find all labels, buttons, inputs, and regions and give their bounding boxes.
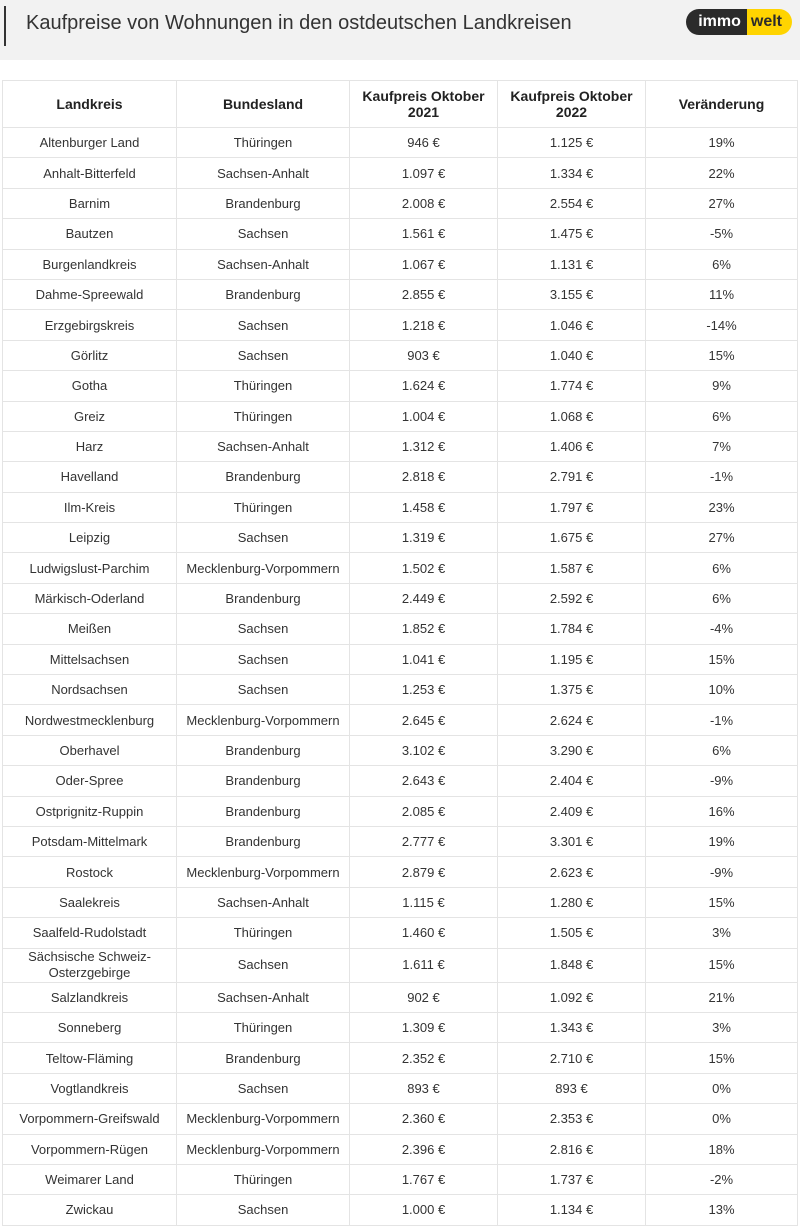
landkreis-cell: Meißen bbox=[3, 614, 177, 644]
veraenderung-cell: 15% bbox=[646, 644, 798, 674]
landkreis-cell: Vorpommern-Greifswald bbox=[3, 1104, 177, 1134]
bundesland-cell: Brandenburg bbox=[177, 188, 350, 218]
kaufpreis-2021-cell: 2.352 € bbox=[350, 1043, 498, 1073]
kaufpreis-2022-cell: 1.848 € bbox=[498, 948, 646, 982]
kaufpreis-2022-cell: 2.592 € bbox=[498, 583, 646, 613]
bundesland-cell: Sachsen-Anhalt bbox=[177, 887, 350, 917]
landkreis-cell: Anhalt-Bitterfeld bbox=[3, 158, 177, 188]
table-row bbox=[3, 492, 798, 522]
kaufpreis-2022-cell: 1.375 € bbox=[498, 675, 646, 705]
veraenderung-cell: 0% bbox=[646, 1104, 798, 1134]
veraenderung-cell: -5% bbox=[646, 219, 798, 249]
table-row bbox=[3, 371, 798, 401]
veraenderung-cell: 21% bbox=[646, 982, 798, 1012]
price-table bbox=[2, 80, 798, 1226]
veraenderung-cell: 15% bbox=[646, 887, 798, 917]
bundesland-cell: Sachsen bbox=[177, 644, 350, 674]
logo-text-immo: immo bbox=[686, 9, 747, 35]
landkreis-cell: Teltow-Fläming bbox=[3, 1043, 177, 1073]
landkreis-cell: Ilm-Kreis bbox=[3, 492, 177, 522]
kaufpreis-2022-cell: 2.623 € bbox=[498, 857, 646, 887]
column-header-kaufpreis-2021: Kaufpreis Oktober 2021 bbox=[350, 81, 498, 128]
kaufpreis-2021-cell: 1.458 € bbox=[350, 492, 498, 522]
table-row bbox=[3, 249, 798, 279]
table-row bbox=[3, 158, 798, 188]
bundesland-cell: Thüringen bbox=[177, 492, 350, 522]
veraenderung-cell: -1% bbox=[646, 462, 798, 492]
kaufpreis-2021-cell: 893 € bbox=[350, 1073, 498, 1103]
logo-text-welt: welt bbox=[747, 9, 792, 35]
table-row bbox=[3, 796, 798, 826]
kaufpreis-2022-cell: 1.134 € bbox=[498, 1195, 646, 1225]
bundesland-cell: Sachsen bbox=[177, 523, 350, 553]
kaufpreis-2021-cell: 1.253 € bbox=[350, 675, 498, 705]
table-row bbox=[3, 857, 798, 887]
landkreis-cell: Nordwestmecklenburg bbox=[3, 705, 177, 735]
landkreis-cell: Zwickau bbox=[3, 1195, 177, 1225]
bundesland-cell: Thüringen bbox=[177, 1012, 350, 1042]
veraenderung-cell: 10% bbox=[646, 675, 798, 705]
kaufpreis-2022-cell: 2.404 € bbox=[498, 766, 646, 796]
bundesland-cell: Brandenburg bbox=[177, 462, 350, 492]
kaufpreis-2022-cell: 2.624 € bbox=[498, 705, 646, 735]
kaufpreis-2022-cell: 3.155 € bbox=[498, 279, 646, 309]
table-row bbox=[3, 553, 798, 583]
kaufpreis-2022-cell: 2.554 € bbox=[498, 188, 646, 218]
bundesland-cell: Sachsen-Anhalt bbox=[177, 431, 350, 461]
table-row bbox=[3, 1073, 798, 1103]
landkreis-cell: Saalekreis bbox=[3, 887, 177, 917]
table-row bbox=[3, 1195, 798, 1225]
kaufpreis-2021-cell: 2.645 € bbox=[350, 705, 498, 735]
kaufpreis-2022-cell: 2.791 € bbox=[498, 462, 646, 492]
veraenderung-cell: 22% bbox=[646, 158, 798, 188]
table-row bbox=[3, 188, 798, 218]
table-row bbox=[3, 279, 798, 309]
veraenderung-cell: 13% bbox=[646, 1195, 798, 1225]
bundesland-cell: Sachsen bbox=[177, 340, 350, 370]
kaufpreis-2021-cell: 1.309 € bbox=[350, 1012, 498, 1042]
table-row bbox=[3, 982, 798, 1012]
landkreis-cell: Harz bbox=[3, 431, 177, 461]
bundesland-cell: Sachsen bbox=[177, 219, 350, 249]
landkreis-cell: Leipzig bbox=[3, 523, 177, 553]
kaufpreis-2022-cell: 1.125 € bbox=[498, 128, 646, 158]
table-row bbox=[3, 583, 798, 613]
bundesland-cell: Brandenburg bbox=[177, 826, 350, 856]
veraenderung-cell: 3% bbox=[646, 1012, 798, 1042]
kaufpreis-2022-cell: 1.675 € bbox=[498, 523, 646, 553]
kaufpreis-2021-cell: 903 € bbox=[350, 340, 498, 370]
table-row bbox=[3, 766, 798, 796]
kaufpreis-2022-cell: 1.280 € bbox=[498, 887, 646, 917]
kaufpreis-2021-cell: 2.085 € bbox=[350, 796, 498, 826]
veraenderung-cell: -4% bbox=[646, 614, 798, 644]
veraenderung-cell: 0% bbox=[646, 1073, 798, 1103]
kaufpreis-2021-cell: 1.561 € bbox=[350, 219, 498, 249]
table-row bbox=[3, 1012, 798, 1042]
kaufpreis-2021-cell: 1.004 € bbox=[350, 401, 498, 431]
veraenderung-cell: -2% bbox=[646, 1164, 798, 1194]
veraenderung-cell: 16% bbox=[646, 796, 798, 826]
veraenderung-cell: 15% bbox=[646, 948, 798, 982]
bundesland-cell: Sachsen-Anhalt bbox=[177, 249, 350, 279]
kaufpreis-2021-cell: 946 € bbox=[350, 128, 498, 158]
kaufpreis-2021-cell: 2.643 € bbox=[350, 766, 498, 796]
kaufpreis-2021-cell: 2.008 € bbox=[350, 188, 498, 218]
veraenderung-cell: 15% bbox=[646, 340, 798, 370]
kaufpreis-2021-cell: 2.396 € bbox=[350, 1134, 498, 1164]
bundesland-cell: Sachsen bbox=[177, 1195, 350, 1225]
veraenderung-cell: 6% bbox=[646, 401, 798, 431]
veraenderung-cell: -9% bbox=[646, 857, 798, 887]
veraenderung-cell: 6% bbox=[646, 735, 798, 765]
kaufpreis-2021-cell: 902 € bbox=[350, 982, 498, 1012]
kaufpreis-2021-cell: 1.312 € bbox=[350, 431, 498, 461]
landkreis-cell: Gotha bbox=[3, 371, 177, 401]
bundesland-cell: Thüringen bbox=[177, 1164, 350, 1194]
page-title: Kaufpreise von Wohnungen in den ostdeutschen Landkreisen bbox=[26, 12, 572, 34]
landkreis-cell: Rostock bbox=[3, 857, 177, 887]
veraenderung-cell: 23% bbox=[646, 492, 798, 522]
landkreis-cell: Weimarer Land bbox=[3, 1164, 177, 1194]
veraenderung-cell: 11% bbox=[646, 279, 798, 309]
kaufpreis-2022-cell: 893 € bbox=[498, 1073, 646, 1103]
veraenderung-cell: 18% bbox=[646, 1134, 798, 1164]
veraenderung-cell: 15% bbox=[646, 1043, 798, 1073]
kaufpreis-2022-cell: 1.046 € bbox=[498, 310, 646, 340]
kaufpreis-2021-cell: 1.115 € bbox=[350, 887, 498, 917]
kaufpreis-2022-cell: 2.710 € bbox=[498, 1043, 646, 1073]
veraenderung-cell: 6% bbox=[646, 583, 798, 613]
veraenderung-cell: 19% bbox=[646, 826, 798, 856]
bundesland-cell: Sachsen-Anhalt bbox=[177, 982, 350, 1012]
kaufpreis-2021-cell: 2.449 € bbox=[350, 583, 498, 613]
kaufpreis-2021-cell: 1.319 € bbox=[350, 523, 498, 553]
kaufpreis-2021-cell: 2.818 € bbox=[350, 462, 498, 492]
kaufpreis-2022-cell: 1.040 € bbox=[498, 340, 646, 370]
bundesland-cell: Brandenburg bbox=[177, 766, 350, 796]
kaufpreis-2022-cell: 1.068 € bbox=[498, 401, 646, 431]
kaufpreis-2022-cell: 1.475 € bbox=[498, 219, 646, 249]
landkreis-cell: Märkisch-Oderland bbox=[3, 583, 177, 613]
kaufpreis-2021-cell: 1.041 € bbox=[350, 644, 498, 674]
bundesland-cell: Mecklenburg-Vorpommern bbox=[177, 705, 350, 735]
landkreis-cell: Sonneberg bbox=[3, 1012, 177, 1042]
bundesland-cell: Brandenburg bbox=[177, 279, 350, 309]
title-accent-bar bbox=[4, 6, 6, 46]
bundesland-cell: Sachsen bbox=[177, 310, 350, 340]
table-row bbox=[3, 128, 798, 158]
veraenderung-cell: 27% bbox=[646, 188, 798, 218]
bundesland-cell: Mecklenburg-Vorpommern bbox=[177, 1134, 350, 1164]
kaufpreis-2021-cell: 1.852 € bbox=[350, 614, 498, 644]
column-header-kaufpreis-2022: Kaufpreis Oktober 2022 bbox=[498, 81, 646, 128]
veraenderung-cell: 6% bbox=[646, 249, 798, 279]
landkreis-cell: Havelland bbox=[3, 462, 177, 492]
table-row bbox=[3, 340, 798, 370]
kaufpreis-2022-cell: 1.774 € bbox=[498, 371, 646, 401]
landkreis-cell: Burgenlandkreis bbox=[3, 249, 177, 279]
table-row bbox=[3, 705, 798, 735]
kaufpreis-2021-cell: 1.767 € bbox=[350, 1164, 498, 1194]
table-row bbox=[3, 614, 798, 644]
veraenderung-cell: -14% bbox=[646, 310, 798, 340]
kaufpreis-2022-cell: 1.195 € bbox=[498, 644, 646, 674]
kaufpreis-2022-cell: 3.290 € bbox=[498, 735, 646, 765]
table-row bbox=[3, 675, 798, 705]
landkreis-cell: Nordsachsen bbox=[3, 675, 177, 705]
bundesland-cell: Sachsen-Anhalt bbox=[177, 158, 350, 188]
veraenderung-cell: 3% bbox=[646, 918, 798, 948]
bundesland-cell: Sachsen bbox=[177, 1073, 350, 1103]
kaufpreis-2021-cell: 1.460 € bbox=[350, 918, 498, 948]
bundesland-cell: Sachsen bbox=[177, 614, 350, 644]
kaufpreis-2021-cell: 1.624 € bbox=[350, 371, 498, 401]
column-header-veraenderung: Veränderung bbox=[646, 81, 798, 128]
veraenderung-cell: 6% bbox=[646, 553, 798, 583]
kaufpreis-2022-cell: 1.406 € bbox=[498, 431, 646, 461]
bundesland-cell: Sachsen bbox=[177, 948, 350, 982]
bundesland-cell: Mecklenburg-Vorpommern bbox=[177, 553, 350, 583]
landkreis-cell: Saalfeld-Rudolstadt bbox=[3, 918, 177, 948]
column-header-bundesland: Bundesland bbox=[177, 81, 350, 128]
landkreis-cell: Potsdam-Mittelmark bbox=[3, 826, 177, 856]
table-row bbox=[3, 219, 798, 249]
kaufpreis-2022-cell: 1.797 € bbox=[498, 492, 646, 522]
kaufpreis-2021-cell: 1.067 € bbox=[350, 249, 498, 279]
table-row bbox=[3, 918, 798, 948]
veraenderung-cell: 27% bbox=[646, 523, 798, 553]
landkreis-cell: Oder-Spree bbox=[3, 766, 177, 796]
kaufpreis-2022-cell: 1.505 € bbox=[498, 918, 646, 948]
bundesland-cell: Mecklenburg-Vorpommern bbox=[177, 1104, 350, 1134]
kaufpreis-2021-cell: 3.102 € bbox=[350, 735, 498, 765]
landkreis-cell: Greiz bbox=[3, 401, 177, 431]
kaufpreis-2022-cell: 1.587 € bbox=[498, 553, 646, 583]
veraenderung-cell: -1% bbox=[646, 705, 798, 735]
kaufpreis-2022-cell: 1.737 € bbox=[498, 1164, 646, 1194]
table-header-row bbox=[3, 81, 798, 128]
landkreis-cell: Barnim bbox=[3, 188, 177, 218]
table-row bbox=[3, 1104, 798, 1134]
kaufpreis-2022-cell: 2.409 € bbox=[498, 796, 646, 826]
table-row bbox=[3, 310, 798, 340]
table-row bbox=[3, 431, 798, 461]
veraenderung-cell: -9% bbox=[646, 766, 798, 796]
veraenderung-cell: 9% bbox=[646, 371, 798, 401]
table-row bbox=[3, 1164, 798, 1194]
bundesland-cell: Sachsen bbox=[177, 675, 350, 705]
page-header bbox=[0, 0, 800, 60]
kaufpreis-2022-cell: 1.131 € bbox=[498, 249, 646, 279]
landkreis-cell: Salzlandkreis bbox=[3, 982, 177, 1012]
table-row bbox=[3, 644, 798, 674]
kaufpreis-2021-cell: 1.097 € bbox=[350, 158, 498, 188]
price-table-container bbox=[2, 80, 797, 1226]
kaufpreis-2021-cell: 1.218 € bbox=[350, 310, 498, 340]
kaufpreis-2022-cell: 3.301 € bbox=[498, 826, 646, 856]
kaufpreis-2022-cell: 1.343 € bbox=[498, 1012, 646, 1042]
table-row bbox=[3, 735, 798, 765]
kaufpreis-2022-cell: 2.353 € bbox=[498, 1104, 646, 1134]
kaufpreis-2022-cell: 1.092 € bbox=[498, 982, 646, 1012]
table-row bbox=[3, 462, 798, 492]
veraenderung-cell: 19% bbox=[646, 128, 798, 158]
table-row bbox=[3, 826, 798, 856]
bundesland-cell: Mecklenburg-Vorpommern bbox=[177, 857, 350, 887]
kaufpreis-2021-cell: 1.502 € bbox=[350, 553, 498, 583]
bundesland-cell: Brandenburg bbox=[177, 796, 350, 826]
immowelt-logo[interactable] bbox=[686, 9, 792, 35]
landkreis-cell: Sächsische Schweiz-Osterzgebirge bbox=[3, 948, 177, 982]
landkreis-cell: Ostprignitz-Ruppin bbox=[3, 796, 177, 826]
kaufpreis-2021-cell: 2.777 € bbox=[350, 826, 498, 856]
bundesland-cell: Thüringen bbox=[177, 918, 350, 948]
landkreis-cell: Ludwigslust-Parchim bbox=[3, 553, 177, 583]
bundesland-cell: Brandenburg bbox=[177, 583, 350, 613]
landkreis-cell: Erzgebirgskreis bbox=[3, 310, 177, 340]
table-body bbox=[3, 128, 798, 1226]
landkreis-cell: Vorpommern-Rügen bbox=[3, 1134, 177, 1164]
bundesland-cell: Brandenburg bbox=[177, 735, 350, 765]
table-row bbox=[3, 887, 798, 917]
veraenderung-cell: 7% bbox=[646, 431, 798, 461]
kaufpreis-2021-cell: 1.000 € bbox=[350, 1195, 498, 1225]
bundesland-cell: Thüringen bbox=[177, 128, 350, 158]
table-row bbox=[3, 401, 798, 431]
kaufpreis-2022-cell: 1.784 € bbox=[498, 614, 646, 644]
bundesland-cell: Brandenburg bbox=[177, 1043, 350, 1073]
bundesland-cell: Thüringen bbox=[177, 371, 350, 401]
kaufpreis-2022-cell: 1.334 € bbox=[498, 158, 646, 188]
table-row bbox=[3, 523, 798, 553]
landkreis-cell: Görlitz bbox=[3, 340, 177, 370]
kaufpreis-2021-cell: 2.855 € bbox=[350, 279, 498, 309]
kaufpreis-2021-cell: 2.360 € bbox=[350, 1104, 498, 1134]
table-row bbox=[3, 1043, 798, 1073]
landkreis-cell: Vogtlandkreis bbox=[3, 1073, 177, 1103]
landkreis-cell: Dahme-Spreewald bbox=[3, 279, 177, 309]
column-header-landkreis: Landkreis bbox=[3, 81, 177, 128]
landkreis-cell: Altenburger Land bbox=[3, 128, 177, 158]
landkreis-cell: Bautzen bbox=[3, 219, 177, 249]
landkreis-cell: Oberhavel bbox=[3, 735, 177, 765]
kaufpreis-2022-cell: 2.816 € bbox=[498, 1134, 646, 1164]
landkreis-cell: Mittelsachsen bbox=[3, 644, 177, 674]
table-row bbox=[3, 1134, 798, 1164]
kaufpreis-2021-cell: 1.611 € bbox=[350, 948, 498, 982]
kaufpreis-2021-cell: 2.879 € bbox=[350, 857, 498, 887]
table-row bbox=[3, 948, 798, 982]
bundesland-cell: Thüringen bbox=[177, 401, 350, 431]
